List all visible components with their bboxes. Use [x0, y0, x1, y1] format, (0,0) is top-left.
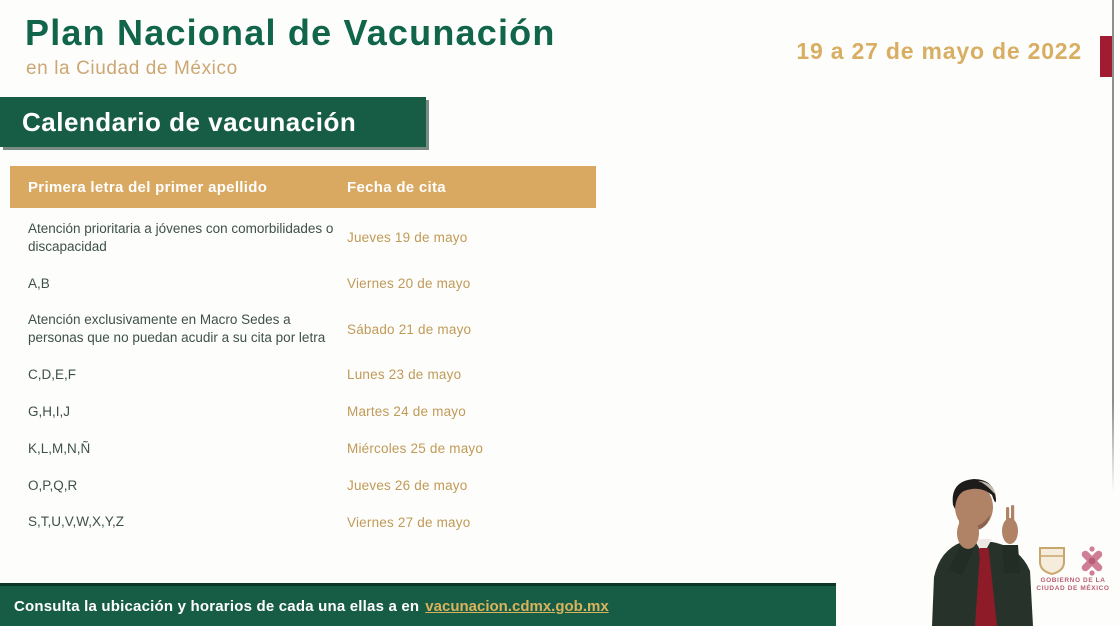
logo-text-line2: CIUDAD DE MÉXICO [1036, 585, 1110, 592]
page-subtitle: en la Ciudad de México [26, 58, 238, 79]
cdmx-logo-art [1026, 545, 1120, 577]
vaccination-calendar-table [10, 166, 596, 550]
appointment-date-cell: Lunes 23 de mayo [347, 367, 462, 383]
footer-bar [0, 583, 836, 626]
section-banner-label: Calendario de vacunación [22, 106, 357, 137]
appointment-date-cell: Viernes 27 de mayo [347, 514, 471, 530]
cdmx-government-logo [1026, 545, 1120, 603]
appointment-date-cell: Jueves 19 de mayo [347, 230, 468, 246]
table-row [10, 275, 596, 293]
letter-group-cell: O,P,Q,R [28, 477, 78, 493]
page-title: Plan Nacional de Vacunación [25, 12, 556, 53]
appointment-date-cell: Jueves 26 de mayo [347, 477, 468, 493]
logo-text-line1: GOBIERNO DE LA [1040, 577, 1106, 584]
letter-group-cell: K,L,M,N,Ñ [28, 440, 91, 456]
letter-group-cell: Atención prioritaria a jóvenes con comorbilidades o discapacidad [28, 221, 334, 254]
letter-group-cell: Atención exclusivamente en Macro Sedes a personas que no puedan acudir a su cita por letra [28, 312, 326, 346]
appointment-date-cell: Viernes 20 de mayo [347, 276, 471, 292]
letter-group-cell: S,T,U,V,W,X,Y,Z [28, 514, 125, 530]
video-frame-edge-line [1112, 0, 1114, 492]
vaccination-url-link[interactable]: vacunacion.cdmx.gob.mx [425, 597, 609, 615]
table-row [10, 220, 596, 256]
table-row [10, 366, 596, 384]
table-row [10, 440, 596, 458]
column-header-appointment-date: Fecha de cita [347, 178, 446, 196]
section-banner [0, 97, 426, 147]
table-header-row [10, 166, 596, 208]
table-row [10, 477, 596, 495]
table-row [10, 403, 596, 421]
footer-text: Consulta la ubicación y horarios de cada una ellas a en [14, 597, 420, 615]
table-body [10, 208, 596, 531]
letter-group-cell: G,H,I,J [28, 403, 71, 419]
table-row [10, 513, 596, 531]
appointment-date-cell: Miércoles 25 de mayo [347, 441, 484, 457]
table-row [10, 311, 596, 347]
letter-group-cell: C,D,E,F [28, 367, 77, 383]
appointment-date-cell: Sábado 21 de mayo [347, 321, 472, 337]
date-range-label: 19 a 27 de mayo de 2022 [796, 38, 1082, 64]
column-header-last-name-letter: Primera letra del primer apellido [28, 178, 268, 196]
appointment-date-cell: Martes 24 de mayo [347, 404, 466, 420]
letter-group-cell: A,B [28, 275, 50, 291]
